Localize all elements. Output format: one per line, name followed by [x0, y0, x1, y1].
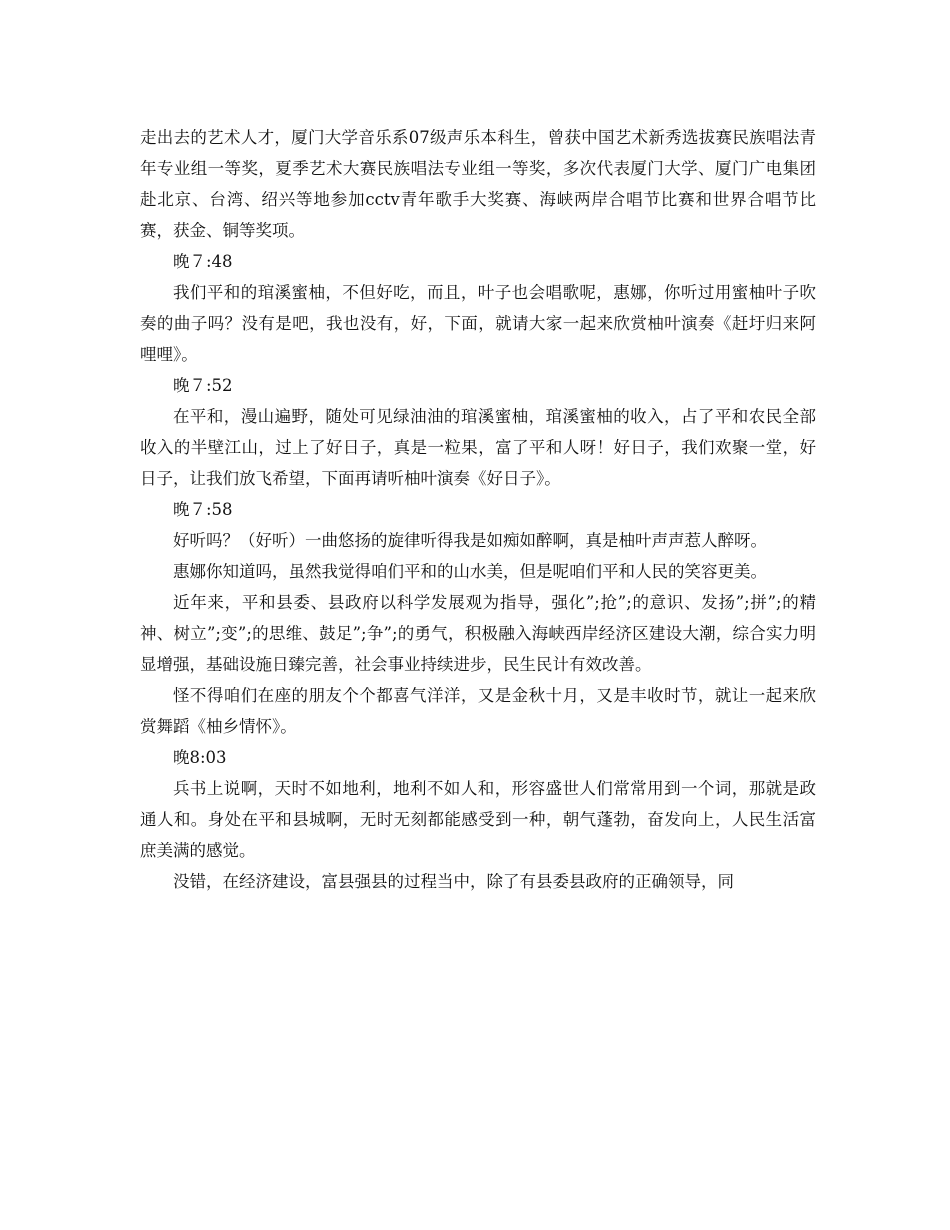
time-marker: 晚７:58	[173, 500, 233, 519]
paragraph: 好听吗？（好听）一曲悠扬的旋律听得我是如痴如醉啊，真是柚叶声声惹人醉呀。	[173, 531, 767, 550]
paragraph: 在平和，漫山遍野，随处可见绿油油的琯溪蜜柚，琯溪蜜柚的收入，占了平和农民全部收入的半壁江山，过上了好日子，真是一粒果，富了平和人呀！好日子，我们欢聚一堂，好日子，让我们放飞希望，下面再请听柚叶演奏《好日子》。	[140, 407, 816, 488]
paragraph: 近年来，平和县委、县政府以科学发展观为指导，强化”;抢”;的意识、发扬”;拼”;的精神、树立”;变”;的思维、鼓足”;争”;的勇气，积极融入海峡西岸经济区建设大潮，综合实力明显增强，基础设施日臻完善，社会事业持续进步，民生民计有效改善。	[140, 593, 816, 674]
paragraph: 怪不得咱们在座的朋友个个都喜气洋洋，又是金秋十月，又是丰收时节，就让一起来欣赏舞蹈《柚乡情怀》。	[140, 686, 816, 736]
time-marker: 晚8:03	[173, 748, 227, 767]
paragraph: 走出去的艺术人才，厦门大学音乐系07级声乐本科生，曾获中国艺术新秀选拔赛民族唱法青年专业组一等奖，夏季艺术大赛民族唱法专业组一等奖，多次代表厦门大学、厦门广电集团赴北京、台湾、绍兴等地参加cctv青年歌手大奖赛、海峡两岸合唱节比赛和世界合唱节比赛，获金、铜等奖项。	[140, 128, 816, 240]
paragraph: 没错，在经济建设，富县强县的过程当中，除了有县委县政府的正确领导，同	[173, 872, 734, 891]
paragraph: 兵书上说啊，天时不如地利，地利不如人和，形容盛世人们常常用到一个词，那就是政通人和。身处在平和县城啊，无时无刻都能感受到一种，朝气蓬勃，奋发向上，人民生活富庶美满的感觉。	[140, 779, 816, 860]
document-page	[140, 122, 816, 897]
paragraph: 我们平和的琯溪蜜柚，不但好吃，而且，叶子也会唱歌呢，惠娜，你听过用蜜柚叶子吹奏的曲子吗？没有是吧，我也没有，好，下面，就请大家一起来欣赏柚叶演奏《赶圩归来阿哩哩》。	[140, 283, 816, 364]
time-marker: 晚７:52	[173, 376, 233, 395]
paragraph: 惠娜你知道吗，虽然我觉得咱们平和的山水美，但是呢咱们平和人民的笑容更美。	[173, 562, 767, 581]
time-marker: 晚７:48	[173, 252, 233, 271]
